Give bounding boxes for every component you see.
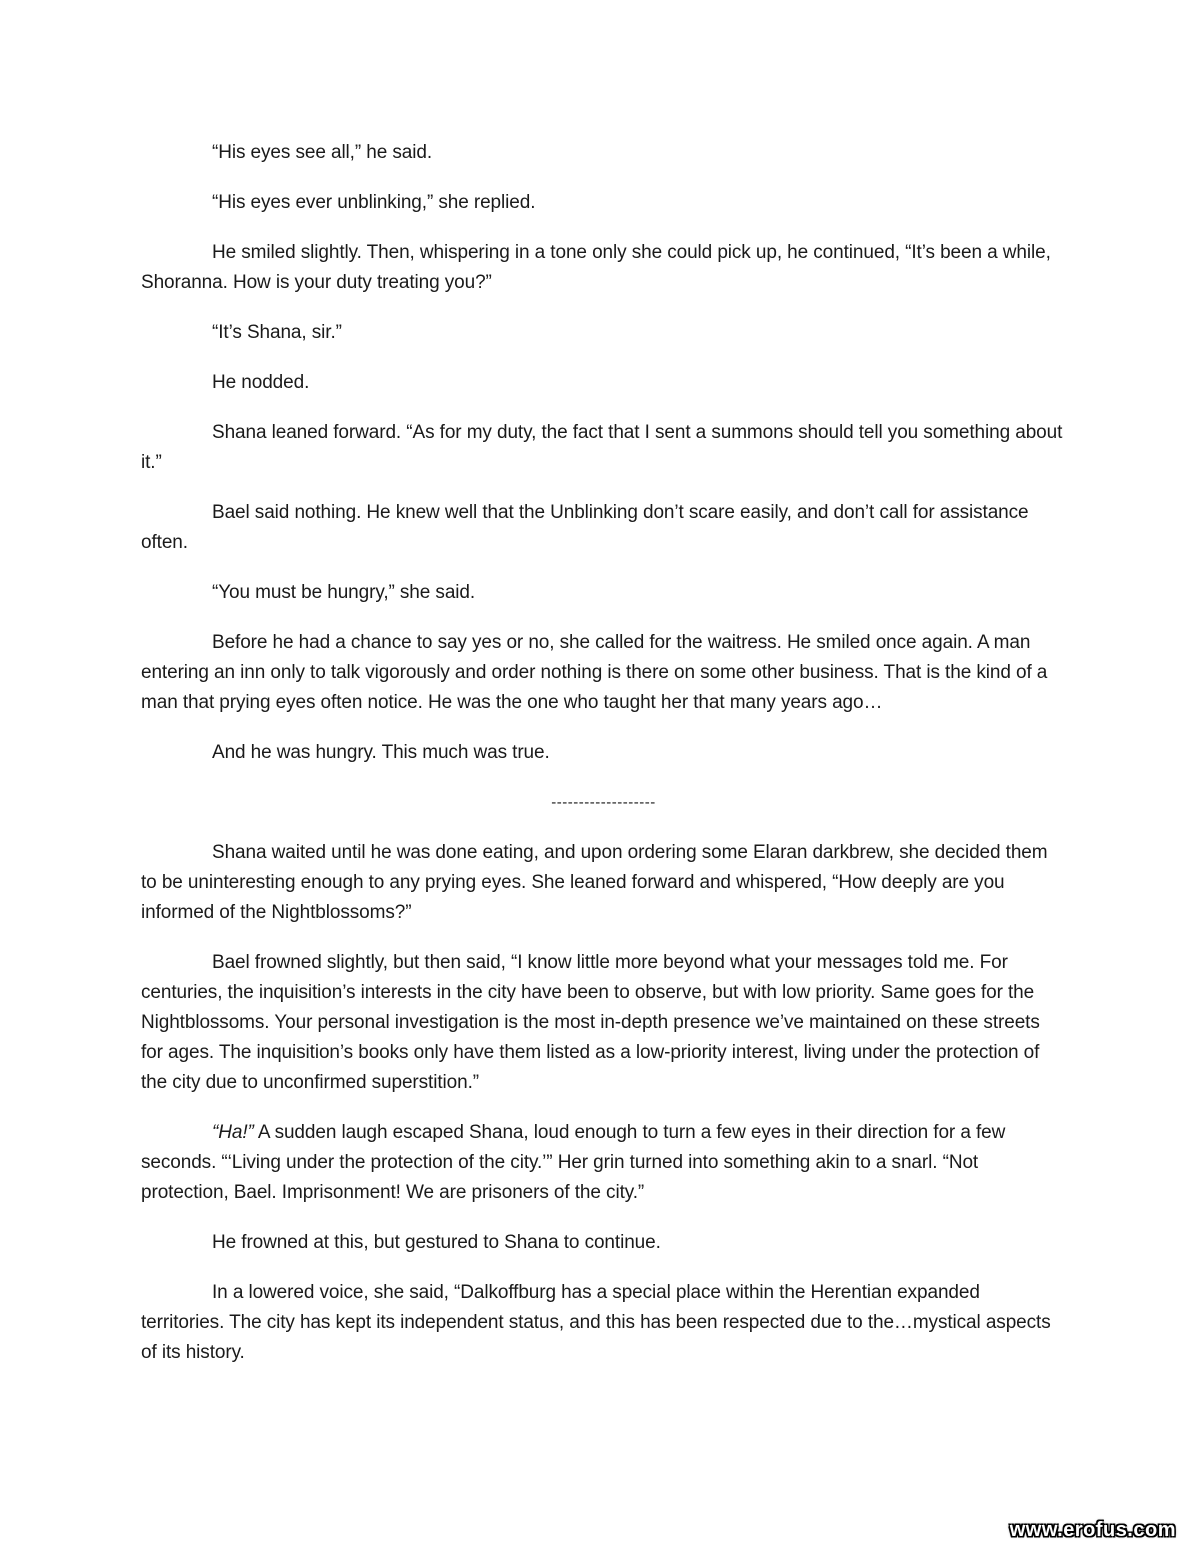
paragraph [141,1118,1066,1208]
paragraph: He frowned at this, but gestured to Shana to continue. [212,1232,661,1253]
paragraph: And he was hungry. This much was true. [212,742,550,763]
site-watermark: www.erofus.com [1009,1519,1176,1541]
paragraph: Before he had a chance to say yes or no, she called for the waitress. He smiled once again. A man entering an inn only to talk vigorously and order nothing is there on some other business. That is the kind of a man that prying eyes often notice. He was the one who taught her that many years ago… [141,632,1048,713]
paragraph: “It’s Shana, sir.” [212,322,342,343]
paragraph: “His eyes ever unblinking,” she replied. [212,192,536,213]
paragraph: Bael said nothing. He knew well that the Unblinking don’t scare easily, and don’t call for assistance often. [141,502,1029,553]
paragraph: He nodded. [212,372,310,393]
paragraph: “You must be hungry,” she said. [212,582,476,603]
italic-exclamation: “Ha!” [212,1122,254,1143]
paragraph: In a lowered voice, she said, “Dalkoffburg has a special place within the Herentian expanded territories. The city has kept its independent status, and this has been respected due to the…mystical aspects of its history. [141,1282,1051,1363]
paragraph-text: A sudden laugh escaped Shana, loud enough to turn a few eyes in their direction for a few seconds. “‘Living under the protection of the city.’” Her grin turned into something akin to a snarl. “Not protection, Bael. Imprisonment! We are prisoners of the city.” [141,1122,1006,1203]
scene-separator: ------------------- [551,794,656,811]
paragraph: Shana leaned forward. “As for my duty, the fact that I sent a summons should tell you something about it.” [141,422,1063,473]
paragraph: Shana waited until he was done eating, and upon ordering some Elaran darkbrew, she decided them to be uninteresting enough to any prying eyes. She leaned forward and whispered, “How deeply are you informed of the Nightblossoms?” [141,842,1048,923]
paragraph: “His eyes see all,” he said. [212,142,433,163]
document-page [141,138,1066,1388]
paragraph: He smiled slightly. Then, whispering in a tone only she could pick up, he continued, “It’s been a while, Shoranna. How is your duty treating you?” [141,242,1051,293]
paragraph: Bael frowned slightly, but then said, “I know little more beyond what your messages told me. For centuries, the inquisition’s interests in the city have been to observe, but with low priority. Same goes for the Nightblossoms. Your personal investigation is the most in-depth presence we’ve maintained on these streets for ages. The inquisition’s books only have them listed as a low-priority interest, living under the protection of the city due to unconfirmed superstition.” [141,952,1040,1093]
